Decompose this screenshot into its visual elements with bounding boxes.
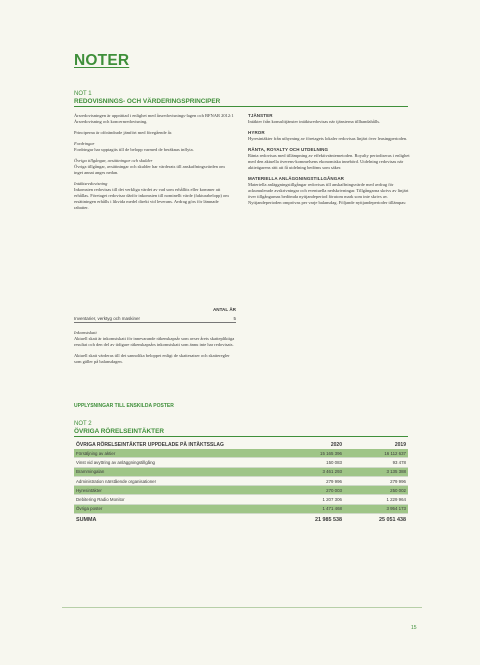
row-value-2019: 3 954 173 bbox=[344, 504, 408, 513]
row-value-2020: 1 471 468 bbox=[280, 504, 344, 513]
fordringar-text: Fordringar har upptagits till de belopp varmed de beräknas inflyta. bbox=[74, 147, 194, 152]
year-2019-header: 2019 bbox=[394, 441, 406, 448]
row-label: Administration närstående organisationer bbox=[74, 476, 280, 485]
ovriga-text: Övriga tillgångar, avsättningar och skulder har värderats till anskaffningsvärden om inget annat anges nedan. bbox=[74, 164, 225, 175]
note2-number: NOT 2 bbox=[74, 421, 92, 427]
year-2020-header: 2020 bbox=[330, 441, 342, 448]
footer-divider bbox=[62, 607, 422, 608]
hyror-heading: HYROR bbox=[248, 130, 265, 135]
table-header-label: ÖVRIGA RÖRELSEINTÄKTER UPPDELADE PÅ INTÄKTSSLAG bbox=[76, 441, 224, 448]
sum-2019: 25 051 438 bbox=[379, 517, 406, 524]
note2-divider bbox=[74, 436, 408, 437]
note1-right-column bbox=[248, 113, 410, 211]
useful-life-item: Inventarier, verktyg och maskiner bbox=[74, 316, 141, 321]
antal-ar-label: ANTAL ÅR bbox=[212, 307, 236, 312]
sum-label: SUMMA bbox=[76, 517, 97, 524]
row-value-2019: 250 002 bbox=[344, 486, 408, 495]
row-label: Vinst vid avyttring av anläggningstillgång bbox=[74, 458, 280, 467]
tjanster-heading: TJÄNSTER bbox=[248, 113, 273, 118]
row-value-2019: 3 135 388 bbox=[344, 467, 408, 476]
principles-paragraph: Principerna är oförändrade jämfört med föregående år. bbox=[74, 130, 173, 135]
useful-life-value: 5 bbox=[233, 316, 236, 321]
table-row bbox=[74, 467, 408, 476]
tax-paragraph-1: Aktuell skatt är inkomstskatt för innevarande räkenskapsår som avser årets skattepliktiga resultat och den del av tidigare räkenskapsårs inkomstskatt som ännu inte har redovisats. bbox=[74, 336, 235, 347]
tjanster-text: Intäkter från konsulttjänster intäktsredovisas när tjänsterna tillhandahålls. bbox=[248, 119, 381, 124]
ranta-heading: RÄNTA, ROYALTY OCH UTDELNING bbox=[248, 147, 329, 152]
table-header-row bbox=[74, 440, 408, 449]
note1-left-column bbox=[74, 113, 234, 216]
row-value-2019: 16 112 637 bbox=[344, 449, 408, 458]
fordringar-heading: Fordringar bbox=[74, 141, 95, 146]
row-value-2020: 3 461 293 bbox=[280, 467, 344, 476]
note1-number: NOT 1 bbox=[74, 91, 92, 97]
row-label: Övriga poster bbox=[74, 504, 280, 513]
table-row bbox=[74, 504, 408, 513]
table-row bbox=[74, 476, 408, 485]
hyror-text: Hyresintäkter från uthyrning av företagets lokaler redovisas linjärt över leasingperioden. bbox=[248, 136, 408, 141]
intakt-text: Inkomsten redovisas till det verkliga värdet av vad som erhållits eller kommer att erhållas. Företaget redovisar därför inkomsten till nominellt värde (fakturabelopp) om ersättningen erhålls i likvida medel direkt vid leverans. Avdrag görs för lämnade rabatter. bbox=[74, 187, 229, 210]
table-row bbox=[74, 458, 408, 467]
sum-2020: 21 985 538 bbox=[315, 517, 342, 524]
table-row bbox=[74, 449, 408, 458]
row-value-2020: 15 165 396 bbox=[280, 449, 344, 458]
row-label: Brammingalan bbox=[74, 467, 280, 476]
row-value-2019: 93 478 bbox=[344, 458, 408, 467]
upplysningar-heading: UPPLYSNINGAR TILL ENSKILDA POSTER bbox=[74, 403, 174, 409]
row-label: Debitering Radio Monitor bbox=[74, 495, 280, 504]
row-value-2020: 270 003 bbox=[280, 486, 344, 495]
table-row bbox=[74, 486, 408, 495]
row-value-2020: 1 207 306 bbox=[280, 495, 344, 504]
page-number: 15 bbox=[411, 625, 417, 631]
ranta-text: Ränta redovisas med tillämpning av effektivräntemetoden. Royalty periodiseras i enlighet med den aktuella överens-kommelsens ekonomiska innebörd. Utdelning redovisas när aktieägarens rätt att få utdelning bedöms som säker. bbox=[248, 153, 410, 170]
intakt-heading: Intäktsredovisning bbox=[74, 181, 108, 186]
tax-paragraph-2: Aktuell skatt värderas till det sannolika beloppet enligt de skattesatser och skatteregler som gäller på balansdagen. bbox=[74, 353, 230, 364]
row-label: Försäljning av aktier bbox=[74, 449, 280, 458]
useful-life-row bbox=[74, 316, 236, 323]
note1-title: REDOVISNINGS- OCH VÄRDERINGSPRINCIPER bbox=[74, 98, 221, 105]
row-label: Hyresintäkter bbox=[74, 486, 280, 495]
note2-title: ÖVRIGA RÖRELSEINTÄKTER bbox=[74, 428, 164, 435]
tax-heading: Inkomstskatt bbox=[74, 330, 97, 335]
row-value-2019: 1 229 964 bbox=[344, 495, 408, 504]
table-row bbox=[74, 495, 408, 504]
income-table bbox=[74, 440, 408, 526]
materiella-text: Materiella anläggningstillgångar redovisas till anskaffningsvärde med avdrag för ackumulerade avskrivningar och eventuella nedskrivningar. Tillgångarna skrivs av linjärt över tillgångarnas bedömda nyttjandeperiod förutom mark som inte skrivs av. Nyttjandeperioden omprövas per varje balansdag. Följande nyttjandeperioder tillämpas: bbox=[248, 182, 409, 205]
note1-divider bbox=[74, 106, 408, 107]
row-value-2020: 150 083 bbox=[280, 458, 344, 467]
row-value-2020: 279 996 bbox=[280, 476, 344, 485]
page-title: NOTER bbox=[74, 52, 130, 69]
sum-row bbox=[74, 514, 408, 527]
intro-paragraph: Årsredovisningen är upprättad i enlighet med årsredovisnings-lagen och BFNAR 2012:1 Årsredovisning och koncernredovisning. bbox=[74, 113, 234, 124]
materiella-heading: MATERIELLA ANLÄGGNINGSTILLGÅNGAR bbox=[248, 176, 345, 181]
tax-section bbox=[74, 330, 236, 370]
row-value-2019: 279 996 bbox=[344, 476, 408, 485]
ovriga-heading: Övriga tillgångar, avsättningar och skulder bbox=[74, 158, 153, 163]
